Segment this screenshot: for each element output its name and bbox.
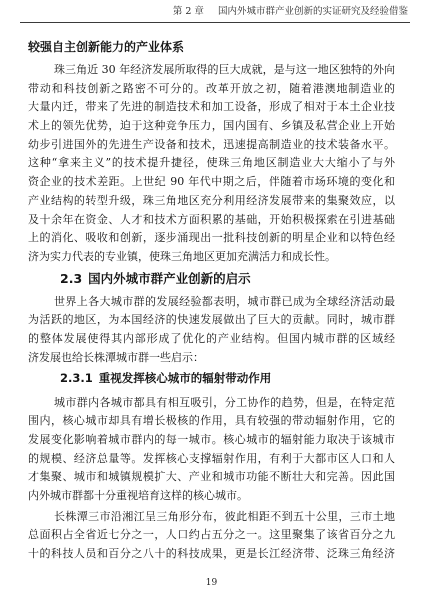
- paragraph-pearl-river-delta: [28, 61, 395, 267]
- text-line: 围内，核心城市却具有增长极核的作用，具有较强的带动辐射作用，它的: [28, 414, 395, 428]
- text-line: 这种“拿来主义”的技术提升捷径，使珠三角地区制造业大大缩小了与外: [28, 156, 395, 170]
- chapter-label: 第 2 章: [172, 6, 204, 17]
- text-line: 术上的领先优势，迫于这种竞争压力，国内国有、乡镇及私营企业上开始: [28, 119, 395, 133]
- page-number: 19: [205, 578, 218, 588]
- text-line: 及十余年在资金、人才和技术方面积累的基础，开始积极探索在引进基础: [28, 212, 395, 226]
- section-heading: [60, 270, 251, 289]
- subsection-number: 2.3.1: [60, 370, 93, 385]
- chapter-title: 国内外城市群产业创新的实证研究及经验借鉴: [217, 6, 408, 17]
- text-line: 的整体发展使得其内部形成了优化的产业结构。但国内城市群的区域经: [28, 331, 395, 345]
- header-rule: [20, 22, 410, 23]
- text-line: 城市群内各城市都具有相互吸引，分工协作的趋势，但是，在特定范: [54, 395, 395, 409]
- text-line: 济为实力代表的专业镇，使珠三角地区更加充满活力和成长性。: [28, 249, 336, 263]
- text-line: 珠三角近 30 年经济发展所取得的巨大成就，是与这一地区独特的外向: [54, 63, 395, 76]
- text-line: 长株潭三市沿湘江呈三角形分布，彼此相距不到五十公里，三市土地: [54, 509, 395, 523]
- running-header: [173, 5, 408, 19]
- paragraph-core-city: [28, 394, 395, 506]
- paragraph-changzhutan: [28, 508, 395, 564]
- text-line: 上的消化、吸收和创新，逐步涌现出一批科技创新的明星企业和以特色经: [28, 231, 395, 245]
- text-line: 为活跃的地区，为本国经济的快速发展做出了巨大的贡献。同时，城市群: [28, 313, 395, 327]
- text-line: 发展变化影响着城市群内的每一城市。核心城市的辐射能力取决于该城市: [28, 432, 395, 446]
- topic-heading: 较强自主创新能力的产业体系: [28, 40, 185, 54]
- text-line: 济发展也给长株潭城市群一些启示：: [28, 350, 204, 364]
- subsection-title: 重视发挥核心城市的辐射带动作用: [98, 370, 272, 385]
- section-number: 2.3: [60, 270, 83, 286]
- text-line: 十的科技人员和百分之八十的科技成果，更是长江经济带、泛珠三角经济: [28, 546, 395, 560]
- subsection-heading: [60, 369, 271, 388]
- text-line: 幼步引进国外的先进生产设备和技术，迅速提高制造业的技术装备水平。: [28, 137, 395, 151]
- section-title: 国内外城市群产业创新的启示: [88, 270, 251, 286]
- text-line: 资企业的技术差距。上世纪 90 年代中期之后，伴随着市场环境的变化和: [28, 175, 395, 189]
- text-line: 产业结构的转型升级，珠三角地区充分利用经济发展带来的集聚效应，以: [28, 193, 395, 207]
- text-line: 的规模、经济总量等。发挥核心支撑辐射作用，有利于大都市区人口和人: [28, 451, 395, 465]
- paragraph-section-intro: [28, 293, 395, 368]
- text-line: 内外城市群都十分重视培育这样的核心城市。: [28, 489, 248, 503]
- text-line: 世界上各大城市群的发展经验都表明，城市群已成为全球经济活动最: [54, 294, 395, 308]
- text-line: 带动和科技创新之路密不可分的。改革开放之初，随着港澳地制造业的: [28, 81, 395, 95]
- text-line: 才集聚、城市和城镇规模扩大、产业和城市功能不断壮大和完善。因此国: [28, 470, 395, 484]
- text-line: 大量内迁，带来了先进的制造技术和加工设备，形成了相对于本土企业技: [28, 100, 395, 114]
- text-line: 总面积占全省近七分之一，人口约占五分之一。这里聚集了该省百分之九: [28, 528, 395, 542]
